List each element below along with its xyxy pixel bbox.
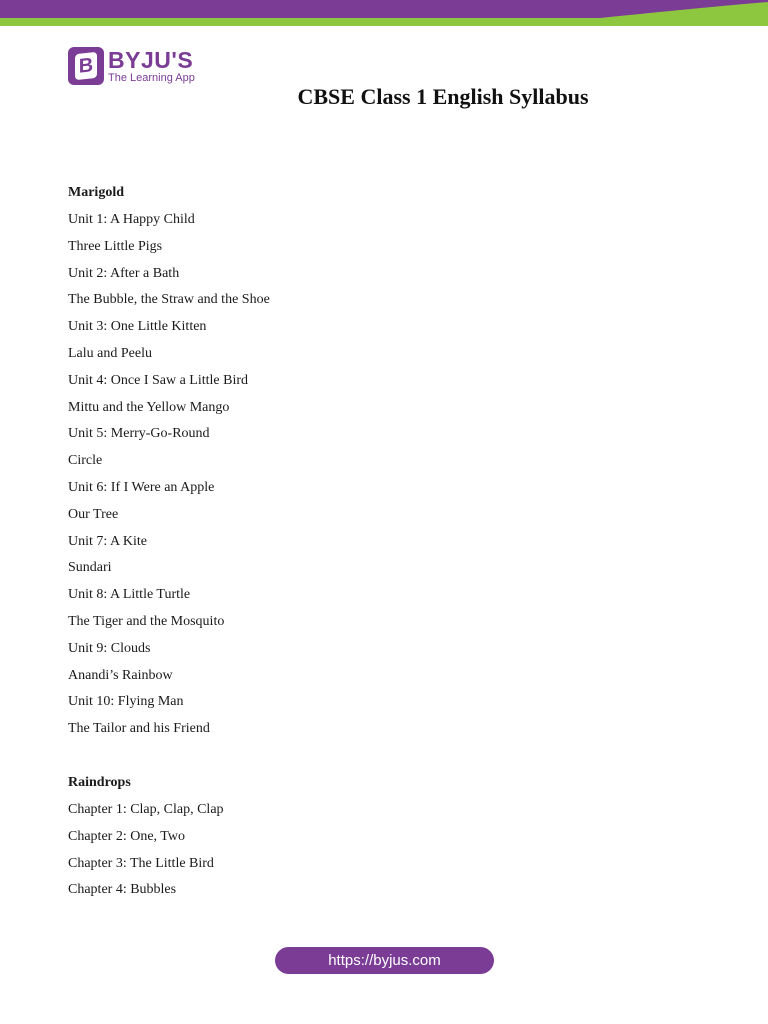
header-band-graphic [0,0,768,28]
document-title: CBSE Class 1 English Syllabus [297,84,589,109]
syllabus-line: The Tailor and his Friend [68,721,210,737]
section-spacer [68,746,688,773]
website-link-button[interactable] [275,947,494,974]
byjus-logo-text [108,48,195,85]
syllabus-line: Lalu and Peelu [68,345,152,361]
syllabus-line: Unit 8: A Little Turtle [68,587,191,603]
brand-tagline: The Learning App [108,71,195,84]
header-color-band [0,0,768,28]
syllabus-line: Unit 5: Merry-Go-Round [68,426,210,442]
syllabus-line: Chapter 3: The Little Bird [68,855,214,871]
syllabus-content [68,183,688,907]
byjus-logo [68,46,195,86]
syllabus-line: Chapter 1: Clap, Clap, Clap [68,801,224,817]
syllabus-line: The Bubble, the Straw and the Shoe [68,292,270,308]
syllabus-line: Chapter 4: Bubbles [68,882,177,898]
syllabus-line: Unit 7: A Kite [68,533,147,549]
section-raindrops [68,773,688,907]
section-heading: Marigold [68,185,124,200]
syllabus-line: Three Little Pigs [68,238,163,254]
syllabus-line: Unit 10: Flying Man [68,694,184,710]
section-heading: Raindrops [68,774,131,790]
syllabus-line: Our Tree [68,506,119,522]
brand-name: BYJU'S [108,46,194,73]
syllabus-line: Unit 6: If I Were an Apple [68,479,215,495]
syllabus-line: Chapter 2: One, Two [68,828,185,844]
syllabus-line: Sundari [68,560,112,576]
section-marigold [68,183,688,746]
syllabus-line: Unit 2: After a Bath [68,265,180,281]
syllabus-line: Anandi’s Rainbow [68,667,173,683]
syllabus-line: Unit 9: Clouds [68,640,151,656]
byjus-logo-letter: B [75,52,97,80]
website-link-text[interactable]: https://byjus.com [328,952,441,969]
byjus-logo-mark [68,47,104,85]
syllabus-line: Mittu and the Yellow Mango [68,399,230,415]
syllabus-line: Unit 4: Once I Saw a Little Bird [68,372,249,388]
syllabus-line: Circle [68,453,103,469]
syllabus-line: The Tiger and the Mosquito [68,613,225,629]
syllabus-line: Unit 3: One Little Kitten [68,319,207,335]
syllabus-line: Unit 1: A Happy Child [68,212,195,227]
